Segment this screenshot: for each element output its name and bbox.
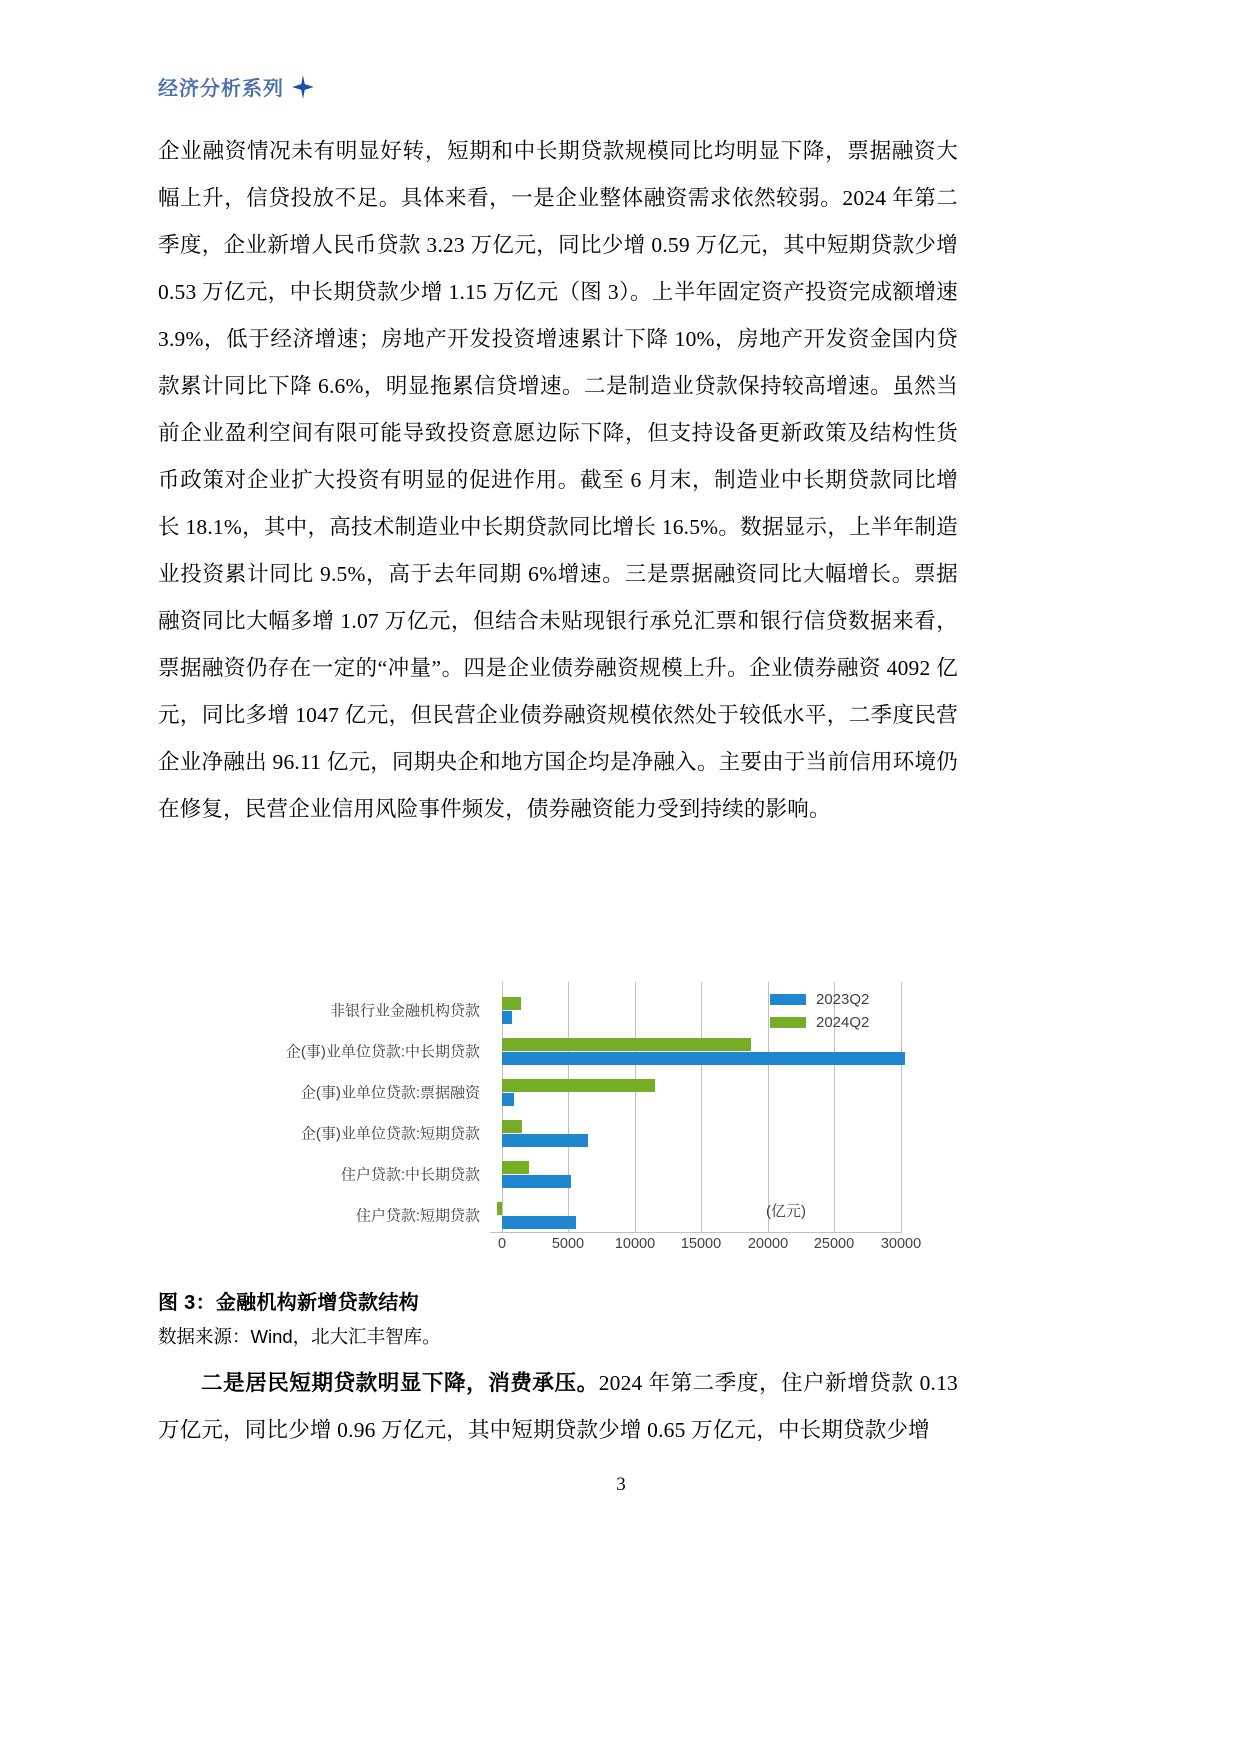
chart-x-axis-line [490,1232,902,1233]
figure-caption-block [158,1286,958,1349]
chart-category-label: 企(事)业单位贷款:票据融资 [300,1084,480,1102]
chart-xtick-label: 10000 [614,1236,656,1252]
chart-bar-2023Q2 [502,1052,905,1065]
chart-legend-item [770,988,869,1011]
chart-category-label: 住户贷款:短期贷款 [355,1207,480,1225]
paragraph-remainder: 2024 年第二季度，住户新增贷款 0.13 万亿元，同比少增 0.96 万亿元，其中短期贷款少增 0.65 万亿元，中长期贷款少增 [158,1371,958,1442]
chart-bar-2024Q2 [502,1161,529,1174]
chart-bar-2024Q2 [497,1202,502,1215]
chart-inner [158,982,958,1272]
chart-bar-2023Q2 [502,1216,576,1229]
chart-gridline [701,982,702,1232]
bottom-text-block [158,1360,958,1454]
chart-category-label: 非银行业金融机构贷款 [329,1002,480,1020]
paragraph-household-loans [158,1360,958,1454]
chart-category-labels [158,982,488,1232]
chart-category-label: 企(事)业单位贷款:短期贷款 [300,1125,480,1143]
header-title: 经济分析系列 [158,78,284,100]
chart-bar-2023Q2 [502,1093,514,1106]
chart-xtick-label: 15000 [680,1236,722,1252]
chart-unit-label: (亿元) [766,1203,806,1220]
chart-xtick-label: 0 [497,1236,507,1252]
chart-gridline [568,982,569,1232]
figure-caption: 图 3：金融机构新增贷款结构 [158,1292,419,1314]
chart-gridline [901,982,902,1232]
sparkle-icon [290,74,316,100]
chart-gridline [768,982,769,1232]
chart-bar-2023Q2 [502,1134,588,1147]
chart-legend-label: 2024Q2 [816,1014,870,1031]
paragraph-corporate-financing: 企业融资情况未有明显好转，短期和中长期贷款规模同比均明显下降，票据融资大幅上升，信贷投放不足。具体来看，一是企业整体融资需求依然较弱。2024 年第二季度，企业新增人民币贷款 3.23 万亿元，同比少增 0.59 万亿元，其中短期贷款少增 0.53 万亿元，中长期贷款少增 1.15 万亿元（图 3）。上半年固定资产投资完成额增速 3.9%，低于经济增速；房地产开发投资增速累计下降 10%，房地产开发资金国内贷款累计同比下降 6.6%，明显拖累信贷增速。二是制造业贷款保持较高增速。虽然当前企业盈利空间有限可能导致投资意愿边际下降，但支持设备更新政策及结构性货币政策对企业扩大投资有明显的促进作用。截至 6 月末，制造业中长期贷款同比增长 18.1%，其中，高技术制造业中长期贷款同比增长 16.5%。数据显示，上半年制造业投资累计同比 9.5%，高于去年同期 6%增速。三是票据融资同比大幅增长。票据融资同比大幅多增 1.07 万亿元，但结合未贴现银行承兑汇票和银行信贷数据来看，票据融资仍存在一定的“冲量”。四是企业债券融资规模上升。企业债券融资 4092 亿元，同比多增 1047 亿元，但民营企业债券融资规模依然处于较低水平，二季度民营企业净融出 96.11 亿元，同期央企和地方国企均是净融入。主要由于当前信用环境仍在修复，民营企业信用风险事件频发，债券融资能力受到持续的影响。 [158,139,958,821]
paragraph-lead-in: 二是居民短期贷款明显下降，消费承压。 [201,1371,599,1395]
figure-source: 数据来源：Wind，北大汇丰智库。 [158,1326,441,1347]
main-text-block [158,128,958,833]
chart-bar-2024Q2 [502,1038,751,1051]
chart-legend-label: 2023Q2 [816,991,870,1008]
legend-swatch-2023-icon [770,994,806,1005]
chart-category-label: 住户贷款:中长期贷款 [340,1166,480,1184]
page-number: 3 [616,1474,626,1495]
chart-bar-2023Q2 [502,1175,571,1188]
chart-bar-2023Q2 [502,1011,512,1024]
chart-xtick-label: 5000 [551,1236,585,1252]
chart-legend [770,988,869,1034]
chart-xtick-label: 25000 [813,1236,855,1252]
chart-bar-2024Q2 [502,1079,655,1092]
chart-gridline [635,982,636,1232]
legend-swatch-2024-icon [770,1017,806,1028]
chart-xtick-label: 20000 [747,1236,789,1252]
chart-category-label: 企(事)业单位贷款:中长期贷款 [285,1043,480,1061]
chart-xtick-label: 30000 [880,1236,922,1252]
chart-bar-2024Q2 [502,997,521,1010]
page-header [158,72,316,101]
chart-legend-item [770,1011,869,1034]
chart-bar-2024Q2 [502,1120,522,1133]
figure-3-chart [158,982,958,1272]
